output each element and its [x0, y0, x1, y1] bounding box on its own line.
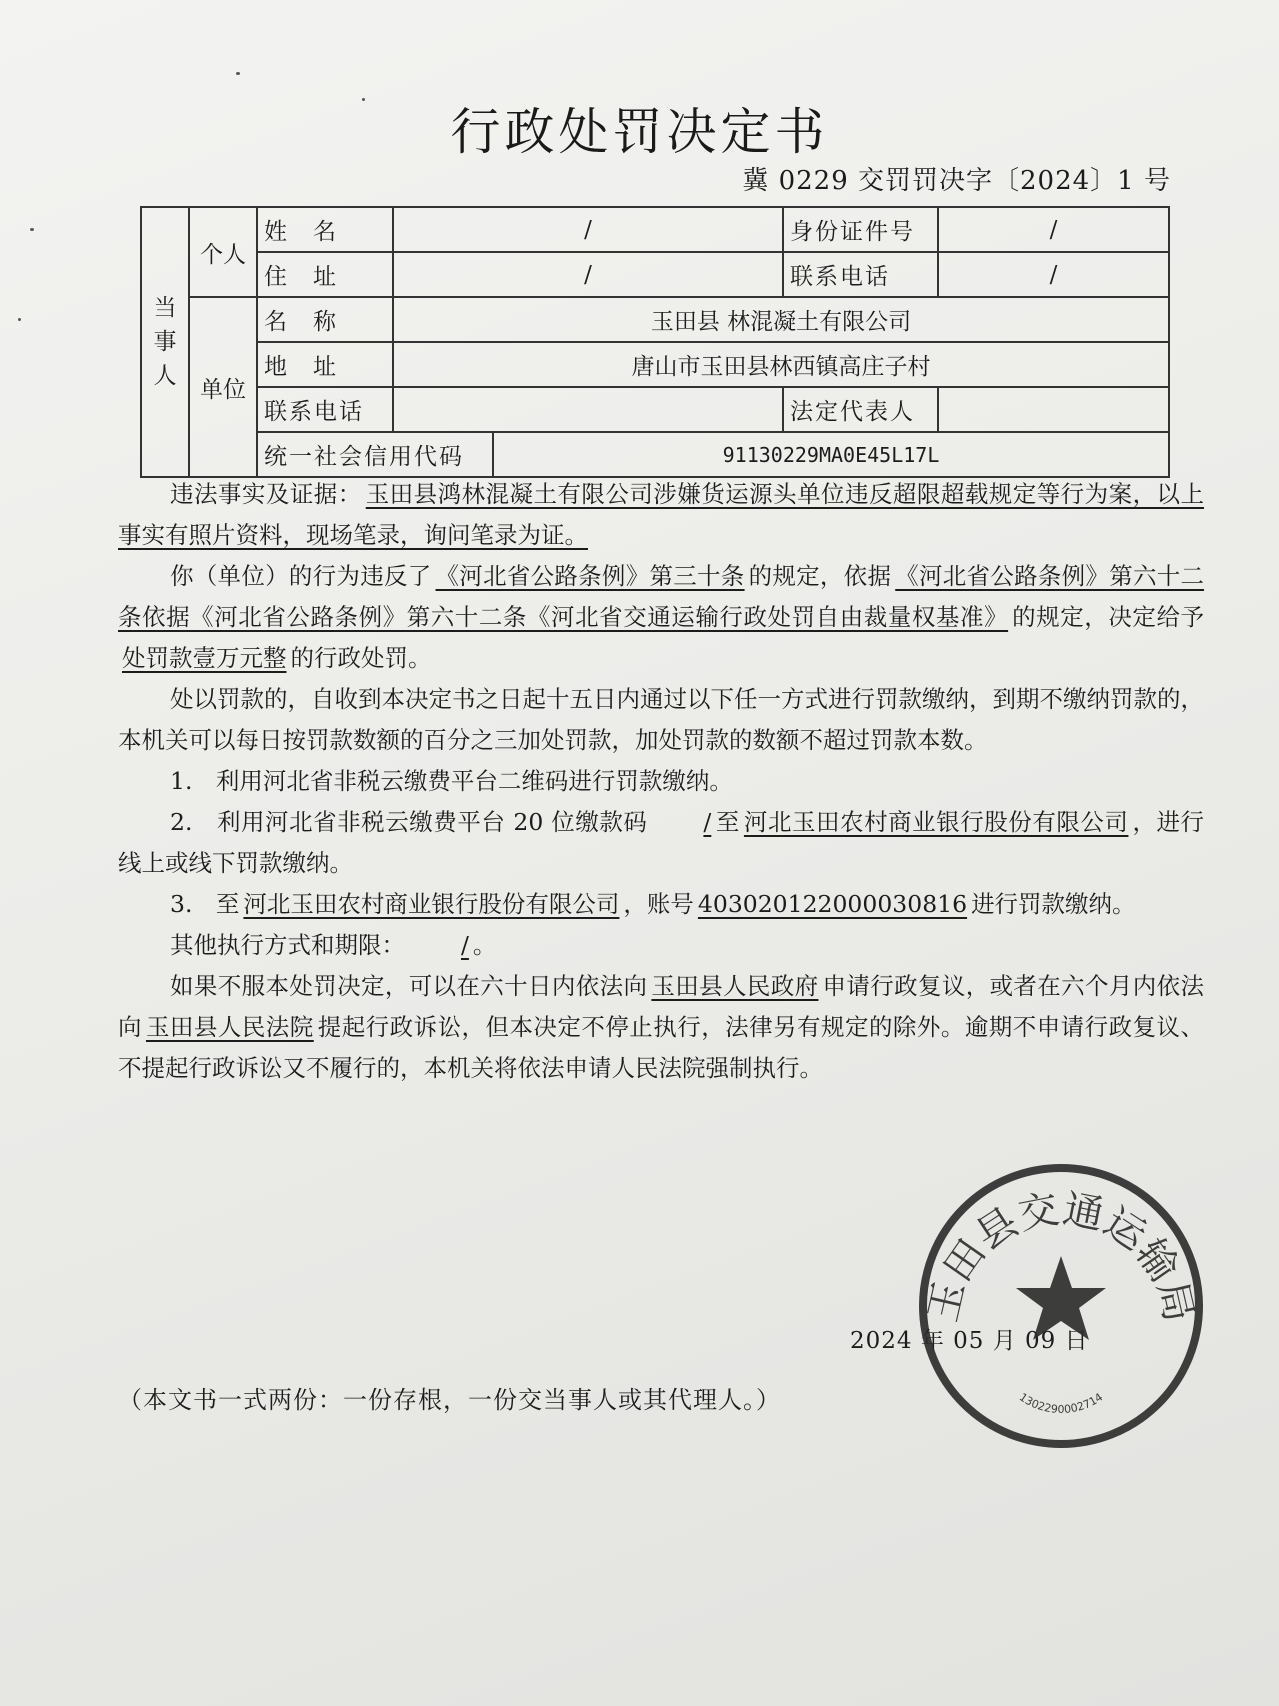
unit-name-label: 名称 — [257, 297, 393, 342]
litigation-court: 玉田县人民法院 — [145, 1013, 314, 1041]
phone-label: 联系电话 — [783, 252, 938, 297]
method3-bank: 河北玉田农村商业银行股份有限公司 — [243, 890, 620, 918]
address-value: / — [393, 252, 783, 297]
issue-date: 2024 年 05 月 09 日 — [850, 1328, 1089, 1354]
scan-speck — [30, 228, 34, 231]
individual-label: 个人 — [189, 207, 257, 297]
footer-note: （本文书一式两份：一份存根，一份交当事人或其代理人。） — [118, 1386, 781, 1414]
scan-speck — [18, 318, 21, 321]
document-body — [118, 474, 1204, 1089]
facts-label: 违法事实及证据： — [170, 480, 362, 508]
phone-value: / — [938, 252, 1169, 297]
party-label: 当事人 — [141, 207, 189, 477]
violation-middle2: 的规定，决定给予 — [1012, 603, 1205, 631]
address-label: 住址 — [257, 252, 393, 297]
payment-method-1: 1. 利用河北省非税云缴费平台二维码进行罚款缴纳。 — [170, 767, 733, 795]
other-prefix: 其他执行方式和期限： — [170, 931, 405, 959]
seal-star-icon — [1016, 1256, 1106, 1340]
facts-text: 玉田县鸿林混凝土有限公司涉嫌货运源头单位违反超限超载规定等行为案，以上事实有照片资料，现场笔录，询问笔录为证。 — [118, 480, 1205, 549]
appeal-p1: 如果不服本处罚决定，可以在六十日内依法向 — [170, 972, 648, 1000]
facts-paragraph — [118, 474, 1204, 556]
payment-method-2 — [118, 802, 1204, 884]
penalty-amount: 处罚款壹万元整 — [122, 644, 287, 672]
credit-code-label: 统一社会信用代码 — [257, 432, 493, 477]
seal-number: 1302290002714 — [1016, 1390, 1106, 1417]
id-number-label: 身份证件号 — [783, 207, 938, 252]
unit-phone-label: 联系电话 — [257, 387, 393, 432]
document-number: 冀 0229 交罚罚决字〔2024〕1 号 — [742, 166, 1171, 196]
document-title: 行政处罚决定书 — [450, 103, 829, 161]
method3-prefix: 3. 至 — [170, 890, 240, 918]
bank-account: 403020122000030816 — [697, 890, 968, 918]
credit-code-value: 91130229MA0E45L17L — [493, 432, 1169, 477]
violation-suffix: 的行政处罚。 — [290, 644, 432, 672]
violated-law: 《河北省公路条例》第三十条 — [435, 562, 745, 590]
unit-phone-value — [393, 387, 783, 432]
unit-address-value: 唐山市玉田县林西镇高庄子村 — [393, 342, 1169, 387]
appeal-p3: 提起行政诉讼，但本决定不停止执行，法律另有规定的除外。逾期不申请行政复议、不提起行政诉讼又不履行的，本机关将依法申请人民法院强制执行。 — [118, 1013, 1205, 1082]
violation-paragraph — [118, 556, 1204, 679]
review-authority: 玉田县人民政府 — [651, 972, 819, 1000]
official-seal — [915, 1160, 1207, 1452]
appeal-p2: 申请行政复议，或者在六个月内依法向 — [118, 972, 1205, 1041]
violation-middle: 的规定，依据 — [748, 562, 892, 590]
legal-rep-label: 法定代表人 — [783, 387, 938, 432]
unit-label: 单位 — [189, 297, 257, 477]
payment-intro: 处以罚款的，自收到本决定书之日起十五日内通过以下任一方式进行罚款缴纳，到期不缴纳罚款的，本机关可以每日按罚款数额的百分之三加处罚款，加处罚款的数额不超过罚款本数。 — [118, 685, 1204, 754]
payment-method-3 — [118, 884, 1204, 925]
party-info-table — [140, 206, 1170, 478]
unit-address-label: 地址 — [257, 342, 393, 387]
penalty-basis: 《河北省公路条例》第六十二条依据《河北省公路条例》第六十二条《河北省交通运输行政处罚自由裁量权基准》 — [118, 562, 1205, 631]
appeal-paragraph — [118, 966, 1204, 1089]
seal-text: 玉田县交通运输局 — [920, 1186, 1202, 1327]
other-methods — [118, 925, 1204, 966]
id-number-value: / — [938, 207, 1169, 252]
method3-suffix: 进行罚款缴纳。 — [971, 890, 1136, 918]
method3-mid: ，账号 — [623, 890, 694, 918]
unit-name-value: 玉田县 林混凝土有限公司 — [393, 297, 1169, 342]
legal-rep-value — [938, 387, 1169, 432]
method2-suffix: ，进行线上或线下罚款缴纳。 — [118, 808, 1205, 877]
name-label: 姓名 — [257, 207, 393, 252]
other-suffix: 。 — [472, 931, 497, 959]
violation-prefix: 你（单位）的行为违反了 — [170, 562, 432, 590]
payment-code: / — [703, 808, 712, 836]
scan-speck — [236, 72, 240, 75]
method2-mid: 至 — [715, 808, 740, 836]
method2-bank: 河北玉田农村商业银行股份有限公司 — [743, 808, 1129, 836]
method2-prefix: 2. 利用河北省非税云缴费平台 20 位缴款码 — [170, 808, 648, 836]
other-value: / — [461, 931, 469, 959]
name-value: / — [393, 207, 783, 252]
